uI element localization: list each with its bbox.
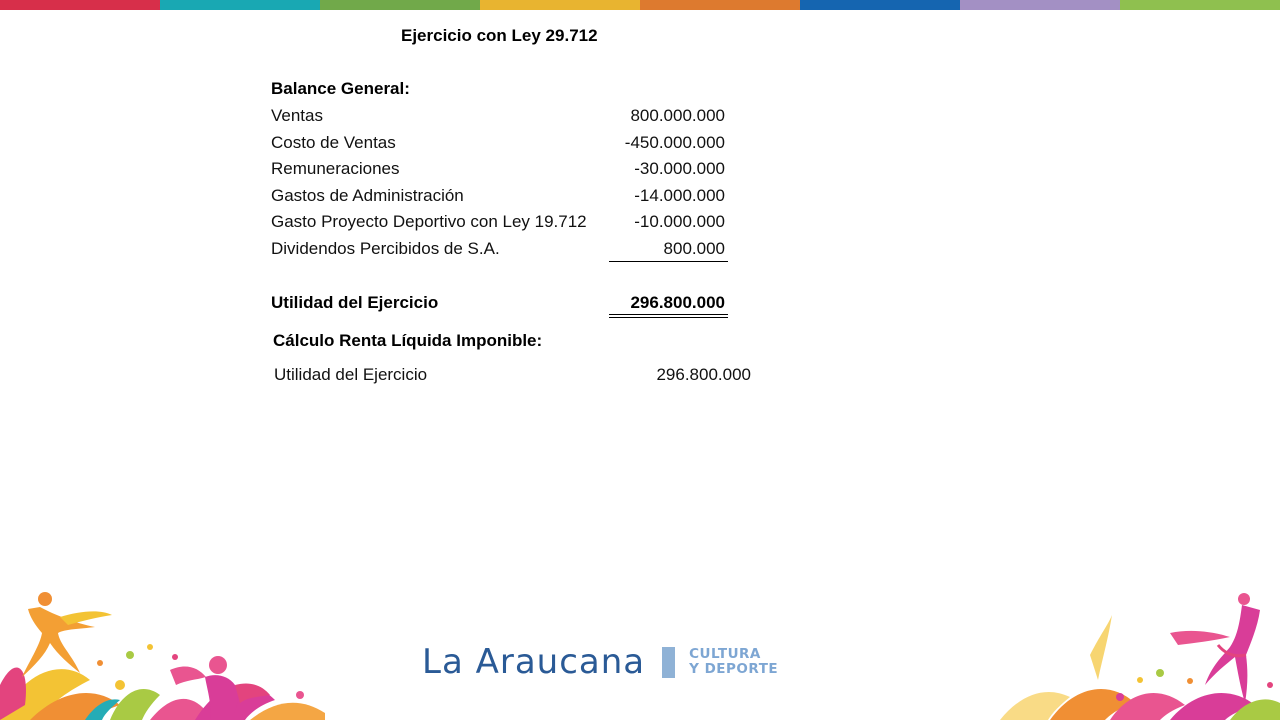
la-araucana-logo <box>422 640 778 684</box>
total-double-rule <box>609 314 728 318</box>
calculo-row-value: 296.800.000 <box>656 365 751 384</box>
stripe-segment <box>0 0 160 10</box>
logo-subtitle <box>689 647 778 677</box>
balance-row <box>271 183 731 210</box>
calculo-heading: Cálculo Renta Líquida Imponible: <box>273 331 543 350</box>
balance-row <box>271 130 731 157</box>
balance-table <box>271 103 731 263</box>
logo-sub-line1: CULTURA <box>689 646 761 662</box>
row-value: -10.000.000 <box>634 212 725 232</box>
row-value: -450.000.000 <box>624 132 725 152</box>
stripe-segment <box>800 0 960 10</box>
stripe-segment <box>960 0 1120 10</box>
stripe-segment <box>160 0 320 10</box>
row-label: Gasto Proyecto Deportivo con Ley 19.712 <box>271 212 587 232</box>
total-value: 296.800.000 <box>630 293 725 312</box>
total-label: Utilidad del Ejercicio <box>271 293 439 312</box>
row-label: Dividendos Percibidos de S.A. <box>271 238 500 258</box>
stripe-segment <box>480 0 640 10</box>
slide-title: Ejercicio con Ley 29.712 <box>401 26 598 45</box>
stripe-segment <box>1120 0 1280 10</box>
row-value: -30.000.000 <box>634 159 725 179</box>
subtotal-rule <box>609 261 728 262</box>
logo-divider-bar <box>662 647 675 678</box>
row-label: Gastos de Administración <box>271 185 464 205</box>
stripe-segment <box>320 0 480 10</box>
row-value: 800.000.000 <box>630 106 725 125</box>
color-stripe <box>0 0 1280 10</box>
dancers-splash-illustration-icon <box>0 585 330 720</box>
balance-heading: Balance General: <box>271 79 410 98</box>
dancer-splash-illustration-icon <box>990 585 1280 720</box>
balance-row <box>271 103 731 130</box>
balance-row <box>271 209 731 236</box>
calculo-row-label: Utilidad del Ejercicio <box>274 365 428 384</box>
row-label: Costo de Ventas <box>271 132 396 152</box>
row-label: Ventas <box>271 106 323 125</box>
logo-wordmark: La Araucana <box>422 642 646 682</box>
row-value: -14.000.000 <box>634 185 725 205</box>
row-label: Remuneraciones <box>271 159 400 179</box>
balance-row <box>271 236 731 263</box>
logo-sub-line2: Y DEPORTE <box>689 661 779 677</box>
row-value: 800.000 <box>663 238 725 258</box>
balance-row <box>271 156 731 183</box>
stripe-segment <box>640 0 800 10</box>
calculo-row <box>274 362 754 388</box>
total-row <box>271 290 731 316</box>
